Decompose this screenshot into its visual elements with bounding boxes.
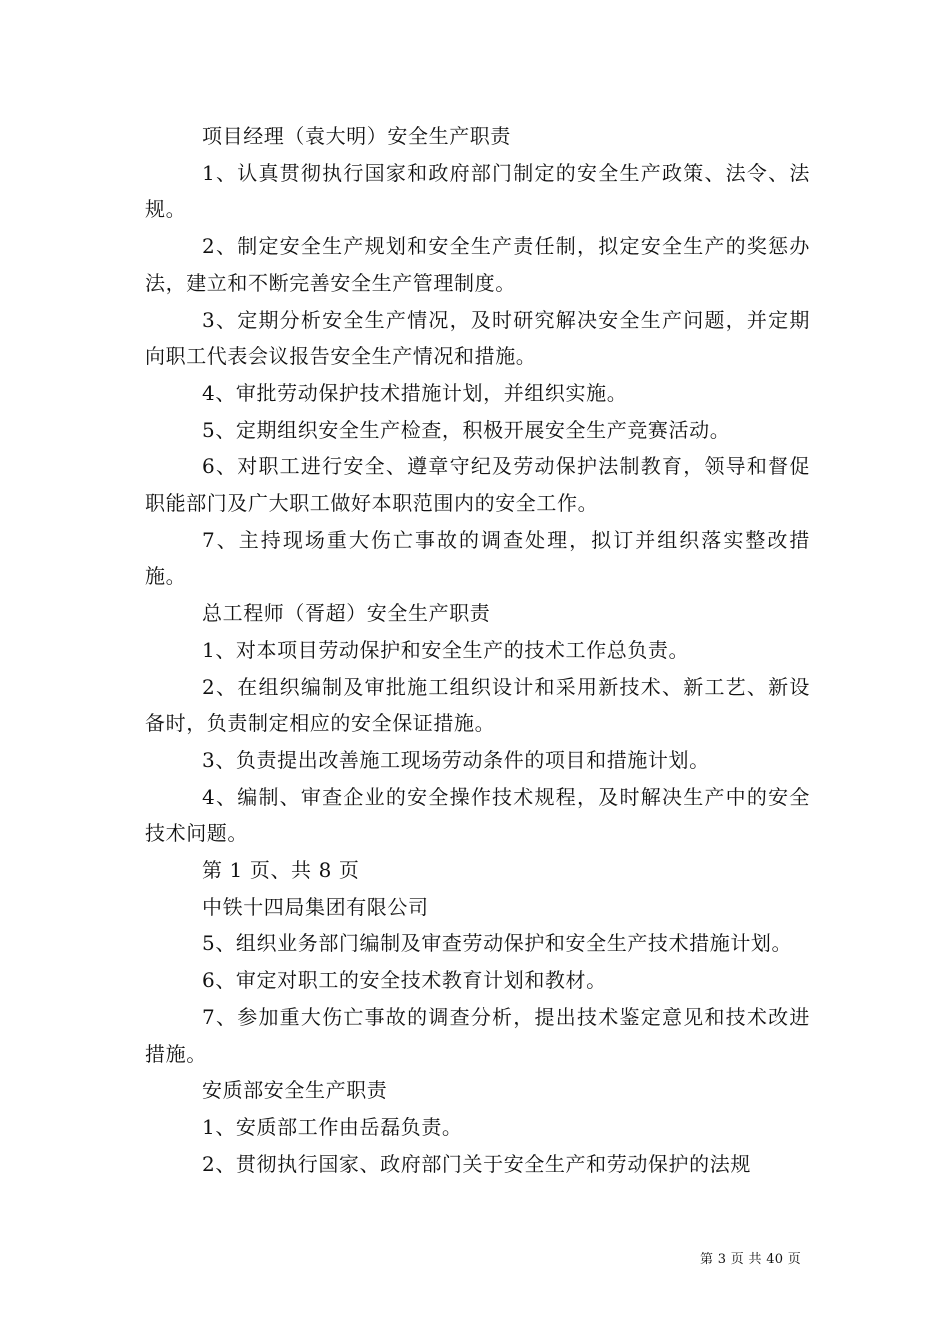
paragraph: 2、贯彻执行国家、政府部门关于安全生产和劳动保护的法规 bbox=[202, 1151, 751, 1176]
paragraph: 1、安质部工作由岳磊负责。 bbox=[202, 1114, 463, 1139]
paragraph: 3、负责提出改善施工现场劳动条件的项目和措施计划。 bbox=[202, 747, 710, 772]
paragraph: 1、对本项目劳动保护和安全生产的技术工作总负责。 bbox=[202, 637, 690, 662]
document-body bbox=[145, 118, 810, 1182]
page-footer: 第 3 页 共 40 页 bbox=[700, 1252, 802, 1267]
paragraph: 3、定期分析安全生产情况，及时研究解决安全生产问题，并定期向职工代表会议报告安全生产情况和措施。 bbox=[145, 307, 810, 369]
paragraph: 6、对职工进行安全、遵章守纪及劳动保护法制教育，领导和督促职能部门及广大职工做好本职范围内的安全工作。 bbox=[145, 454, 810, 516]
paragraph: 7、参加重大伤亡事故的调查分析，提出技术鉴定意见和技术改进措施。 bbox=[145, 1004, 810, 1066]
paragraph: 2、在组织编制及审批施工组织设计和采用新技术、新工艺、新设备时，负责制定相应的安全保证措施。 bbox=[145, 674, 810, 736]
paragraph: 5、组织业务部门编制及审查劳动保护和安全生产技术措施计划。 bbox=[202, 931, 793, 956]
section-heading-safety-quality-dept: 安质部安全生产职责 bbox=[202, 1078, 388, 1103]
section-heading-project-manager: 项目经理（袁大明）安全生产职责 bbox=[202, 124, 511, 148]
paragraph: 1、认真贯彻执行国家和政府部门制定的安全生产政策、法令、法规。 bbox=[145, 160, 810, 222]
section-heading-chief-engineer: 总工程师（胥超）安全生产职责 bbox=[202, 601, 491, 626]
paragraph: 7、主持现场重大伤亡事故的调查处理，拟订并组织落实整改措施。 bbox=[145, 527, 810, 589]
paragraph: 4、审批劳动保护技术措施计划，并组织实施。 bbox=[202, 380, 628, 405]
inline-page-marker: 第 1 页、共 8 页 bbox=[202, 858, 360, 883]
paragraph: 5、定期组织安全生产检查，积极开展安全生产竞赛活动。 bbox=[202, 417, 731, 442]
paragraph: 2、制定安全生产规划和安全生产责任制，拟定安全生产的奖惩办法，建立和不断完善安全生产管理制度。 bbox=[145, 234, 810, 295]
paragraph: 6、审定对职工的安全技术教育计划和教材。 bbox=[202, 968, 607, 993]
paragraph: 4、编制、审查企业的安全操作技术规程，及时解决生产中的安全技术问题。 bbox=[145, 784, 810, 846]
company-name: 中铁十四局集团有限公司 bbox=[202, 894, 429, 919]
